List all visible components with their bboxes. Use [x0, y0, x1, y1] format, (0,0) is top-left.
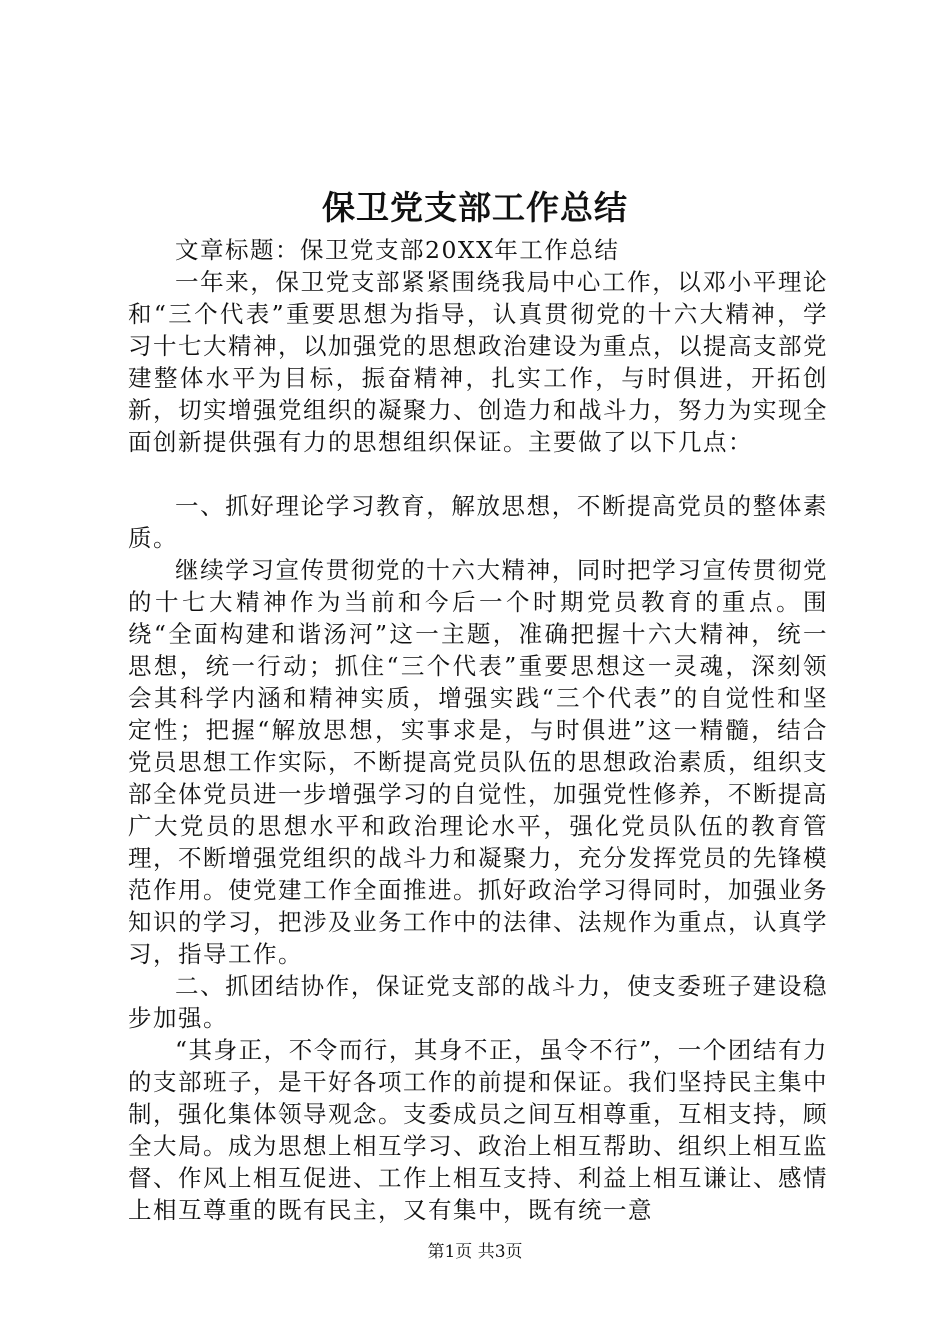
section-heading-2: 二、抓团结协作，保证党支部的战斗力，使支委班子建设稳步加强。 — [128, 972, 828, 1032]
paragraph-spacer — [128, 458, 828, 490]
section-heading-1: 一、抓好理论学习教育，解放思想，不断提高党员的整体素质。 — [128, 492, 828, 552]
document-title: 保卫党支部工作总结 — [322, 188, 628, 227]
intro-paragraph: 一年来，保卫党支部紧紧围绕我局中心工作，以邓小平理论和“三个代表”重要思想为指导，认真贯彻党的十六大精神，学习十七大精神，以加强党的思想政治建设为重点，以提高支部党建整体水平为目标，振奋精神，扎实工作，与时俱进，开拓创新，切实增强党组织的凝聚力、创造力和战斗力，努力为实现全面创新提供强有力的思想组织保证。主要做了以下几点： — [128, 268, 828, 456]
section-1-paragraph: 继续学习宣传贯彻党的十六大精神，同时把学习宣传贯彻党的十七大精神作为当前和今后一个时期党员教育的重点。围绕“全面构建和谐汤河”这一主题，准确把握十六大精神，统一思想，统一行动；抓住“三个代表”重要思想这一灵魂，深刻领会其科学内涵和精神实质，增强实践“三个代表”的自觉性和坚定性；把握“解放思想，实事求是，与时俱进”这一精髓，结合党员思想工作实际，不断提高党员队伍的思想政治素质，组织支部全体党员进一步增强学习的自觉性，加强党性修养，不断提高广大党员的思想水平和政治理论水平，强化党员队伍的教育管理，不断增强党组织的战斗力和凝聚力，充分发挥党员的先锋模范作用。使党建工作全面推进。抓好政治学习得同时，加强业务知识的学习，把涉及业务工作中的法律、法规作为重点，认真学习，指导工作。 — [128, 556, 828, 968]
section-2-paragraph: “其身正，不令而行，其身不正，虽令不行”，一个团结有力的支部班子，是干好各项工作的前提和保证。我们坚持民主集中制，强化集体领导观念。支委成员之间互相尊重，互相支持，顾全大局。成为思想上相互学习、政治上相互帮助、组织上相互监督、作风上相互促进、工作上相互支持、利益上相互谦让、感情上相互尊重的既有民主，又有集中，既有统一意 — [128, 1036, 828, 1224]
article-title-line: 文章标题：保卫党支部20XX年工作总结 — [175, 236, 620, 264]
document-body — [128, 234, 828, 1226]
page-number-footer: 第1页 共3页 — [427, 1242, 523, 1262]
